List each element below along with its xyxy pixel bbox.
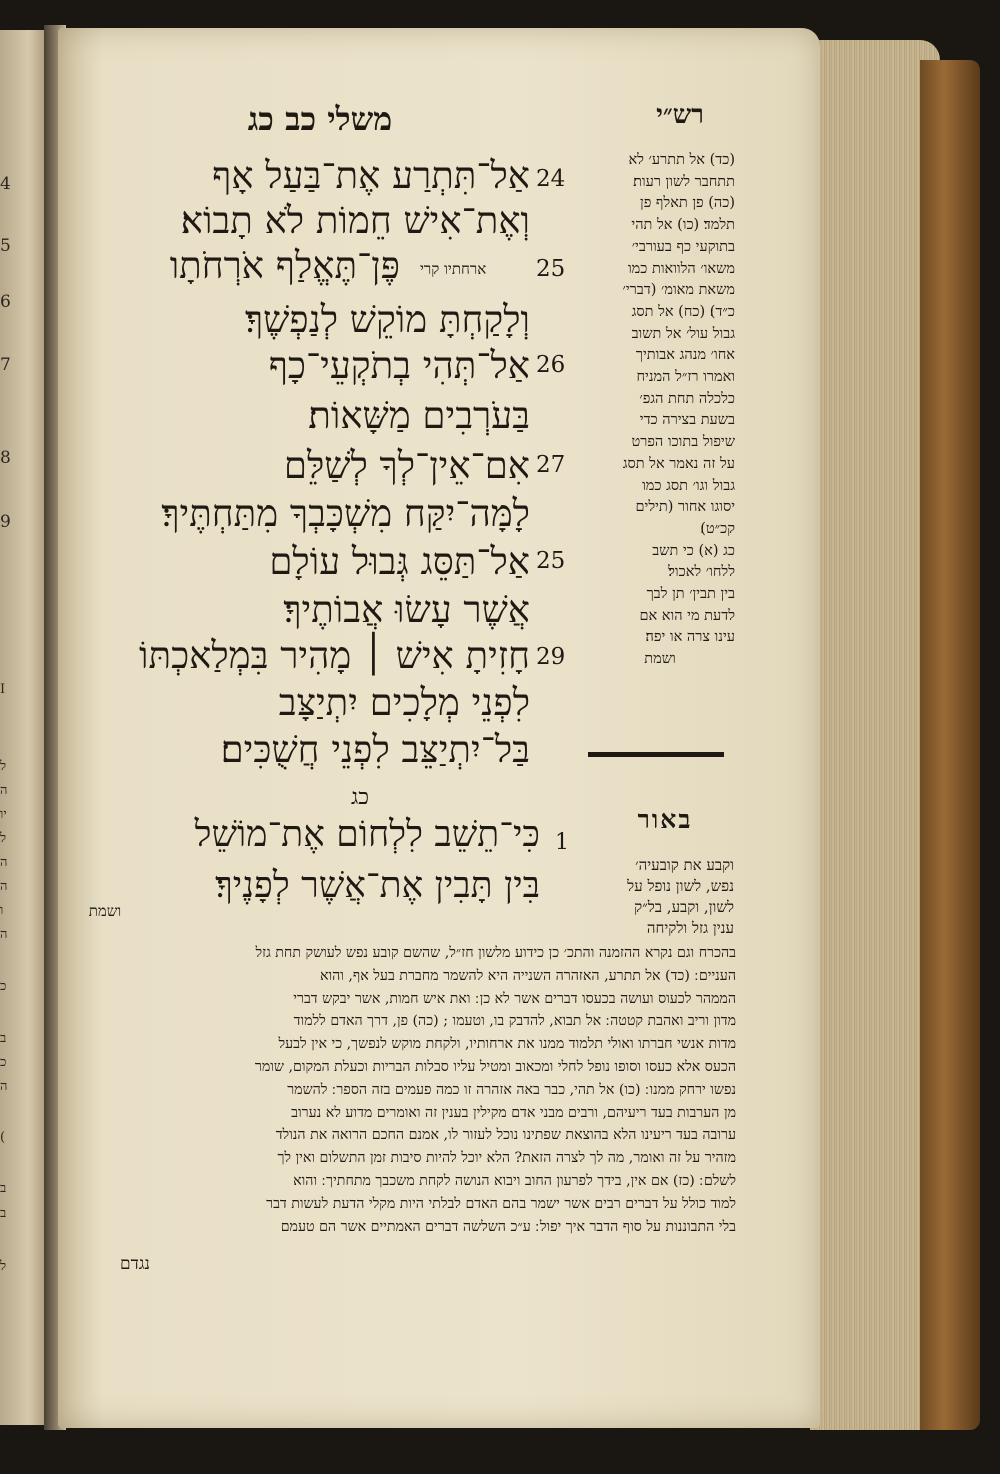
rashi-line: (כה) פן תאלף פן: [640, 195, 735, 212]
verse-line: וְלָקַחְתָּ מוֹקֵשׁ לְנַפְשֶׁךָ׃: [244, 298, 530, 341]
rashi-line: ושמת: [644, 651, 676, 668]
left-page-glyph: ל: [0, 831, 7, 846]
left-page-glyph: יו: [0, 807, 7, 822]
left-page-glyph: (: [0, 1130, 6, 1145]
verse-number: 27: [536, 452, 566, 478]
rashi-line: בין תבין׳ תן לבך: [646, 586, 735, 603]
qere-note: ארחתיו קרי: [420, 260, 487, 278]
biur-title: באור: [637, 805, 693, 834]
rashi-line: ואמרו רז״ל המניח: [636, 369, 735, 386]
section-divider: [588, 752, 724, 757]
rashi-line: שיפול בתוכו הפרט: [631, 434, 735, 451]
left-page-glyph: ל: [0, 1259, 7, 1274]
left-page-glyph: כ: [0, 979, 7, 994]
catchword: נגדם: [120, 1254, 150, 1274]
left-line-number: 4: [0, 174, 11, 194]
left-page-glyph: ה: [0, 1079, 8, 1094]
left-page-glyph: ה: [0, 855, 8, 870]
biur-line: נפש, לשון נופל על: [627, 877, 734, 895]
rashi-line: תתחבר לשון רעות׃: [633, 173, 735, 190]
biur-side-text: [574, 855, 734, 939]
rashi-line: גבול וגו׳ תסג כמו: [642, 477, 735, 494]
rashi-line: לדעת מי הוא אם: [639, 607, 735, 624]
commentary-line: נפשו ירחק ממנו ׃ (כו) אל תהי, כבר באה אזהרה זו כמה פעמים בזה הספר ׃ להשמר: [287, 1081, 736, 1098]
verse-number: 25: [536, 548, 566, 574]
left-line-number: 8: [0, 448, 11, 468]
commentary-line: לשלם ׃ (כז) אם אין, בידך לפרעון החוב ויבוא הנושה לקחת משכבך מתחתיך ׃ והוא: [293, 1172, 736, 1189]
biur-line: לשון, וקבע, בל״ק: [634, 898, 734, 916]
left-page-glyph: ב: [0, 1031, 7, 1046]
verse-number: 25: [536, 256, 566, 282]
left-page-glyph: ה: [0, 879, 8, 894]
verse-number: 26: [536, 352, 566, 378]
commentary-line: בלי התבוננות על סוף הדבר איך יפול ׃ ע״כ השלשה דברים האמתיים אשר הם טעמם: [280, 1218, 736, 1235]
left-page-glyph: ה: [0, 927, 8, 942]
verse-line: בַּעֹרְבִים מַשָּׁאוֹת׃: [308, 394, 530, 437]
commentary-line: בהכרח וגם נקרא ההזמנה והתכ׳ כן כידוע מלשון חז״ל, שהשם קובע נפש לעושק תחת גזל: [255, 945, 736, 961]
commentary-line: מן הערבות בעד ריעיהם, ורבים מבני אדם מקילין בענין זה ואומרים מדוע לא נערוב: [291, 1104, 736, 1121]
verse-line: פֶּן־תֶּאֱלַף אֹרְחֹתָו: [169, 244, 400, 287]
verse-number: 1: [555, 830, 569, 855]
rashi-line: כג (א) כי תשב: [652, 542, 735, 559]
verse-line: חָזִיתָ אִישׁ ׀ מָהִיר בִּמְלַאכְתּוֹ: [139, 634, 530, 677]
rashi-line: משאו׳ הלוואות כמו: [627, 260, 735, 277]
catchword: ושמת: [88, 902, 122, 920]
verse-line: וְאֶת־אִישׁ חֵמוֹת לֹא תָבוֹא׃: [180, 199, 530, 242]
rashi-line: בשעת בצירה כדי: [639, 412, 735, 429]
left-line-number: 9: [0, 512, 11, 532]
verse-line: לָמָּה־יִקַּח מִשְׁכָּבְךָ מִתַּחְתֶּיךָ׃: [161, 492, 530, 535]
commentary-line: מדון וריב ואהבת קטטה ׃ אל תבוא, להדבק בו, וטעמו ; (כה) פן, דרך האדם ללמוד: [293, 1013, 736, 1030]
rashi-line: יסוגו אחור (תילים: [635, 499, 735, 516]
chapter-number: כג: [350, 785, 369, 810]
rashi-line: משאת מאומ׳ (דברי׳: [622, 282, 735, 299]
verse-line: בַּל־יִתְיַצֵּב לִפְנֵי חֲשֻׁכִּים׃: [220, 728, 530, 771]
verse-number: 24: [536, 166, 566, 192]
left-page-glyph: I: [0, 682, 6, 697]
left-page-glyph: ו: [0, 903, 4, 918]
left-line-number: 6: [0, 292, 11, 312]
rashi-line: בתוקעי כף בעורבי׳: [631, 238, 735, 255]
rashi-line: עינו צרה או יפה׃: [645, 629, 735, 646]
verse-line: אַל־תַּסֵּג גְּבוּל עוֹלָם: [269, 540, 530, 583]
left-line-number: 7: [0, 355, 11, 375]
commentary-line: הכעס אלא כעסו וסופו נופל לחלי ומכאוב ומטיל עליו סבלות הבריות וכעלת המקום, שומר: [254, 1058, 736, 1075]
verse-line: אַל־תְּהִי בְתֹקְעֵי־כָף: [268, 344, 530, 387]
verse-line: כִּי־תֵשֵׁב לִלְחוֹם אֶת־מוֹשֵׁל: [194, 814, 540, 855]
running-title: משלי כב כג: [247, 100, 393, 138]
rashi-line: כלכלה תחת הגפ׳: [639, 390, 735, 407]
biur-line: וקבע את קובעיה׳: [635, 856, 734, 874]
rashi-header: רש״י: [656, 100, 704, 130]
rashi-line: קכ״ט)׃: [700, 520, 735, 537]
verse-line: אַל־תִּתְרַע אֶת־בַּעַל אָף: [212, 154, 530, 197]
left-page-glyph: ל: [0, 759, 7, 774]
rashi-commentary: [585, 150, 735, 671]
biur-line: ענין גזל ולקיחה: [646, 919, 734, 937]
rashi-line: אחו׳ מנהג אבותיך: [635, 347, 735, 364]
rashi-line: (כד) אל תתרע׳ לא: [628, 152, 735, 168]
commentary-line: ערובה בעד ריעינו הלא בהוצאת שפתינו נוכל לעזור לו, אמנם החכם הרואה את הנולד: [275, 1127, 736, 1144]
verse-line: אֲשֶׁר עָשׂוּ אֲבוֹתֶיךָ׃: [283, 588, 530, 631]
left-page-glyph: ה: [0, 783, 8, 798]
left-page-glyph: ב: [0, 1181, 7, 1196]
rashi-line: ללחו׳ לאכול׃: [668, 564, 735, 581]
rashi-line: תלמד׃ (כו) אל תהי: [631, 217, 735, 234]
left-page-glyph: ב: [0, 1206, 7, 1221]
commentary-line: למוד כולל על דברים רבים אשר ישמר בהם האדם לבלתי היות מקלי הדעת לעשות דבר: [266, 1195, 736, 1212]
rashi-line: גבול עול׳ אל תשוב: [631, 325, 735, 342]
left-line-number: 5: [0, 236, 11, 256]
biur-commentary: [96, 942, 736, 1238]
commentary-line: מדות אנשי חברתו ואולי תלמוד ממנו את ארחותיו, ולקחת מוקש לנפשך, כי אין לבעל: [278, 1036, 736, 1053]
book-cover-edge: [920, 60, 980, 1430]
commentary-line: העניים ׃ (כד) אל תתרע, האזהרה השנייה היא להשמר מחברת בעל אף, והוא: [319, 967, 736, 984]
verse-line: בִּין תָּבִין אֶת־אֲשֶׁר לְפָנֶיךָ׃: [215, 865, 540, 906]
verse-number: 29: [536, 644, 566, 670]
verse-line: אִם־אֵין־לְךָ לְשַׁלֵּם: [283, 444, 530, 487]
left-page-glyph: כ: [0, 1055, 7, 1070]
commentary-line: מזהיר על זה ואומר, מה לך לצרה הזאת? הלא יוכל להיות סיבות זמן התשלום ואין לך: [277, 1150, 736, 1167]
rashi-line: כ״ד)׃ (כח) אל תסג: [631, 303, 735, 320]
rashi-line: על זה נאמר אל תסג: [622, 455, 735, 472]
verse-line: לִפְנֵי מְלָכִים יִתְיַצָּב: [278, 681, 530, 724]
commentary-line: הממהר לכעוס ועושה בכעסו דברים אשר לא כן ׃ ואת איש חמות, אשר יבקש דברי: [293, 990, 736, 1007]
